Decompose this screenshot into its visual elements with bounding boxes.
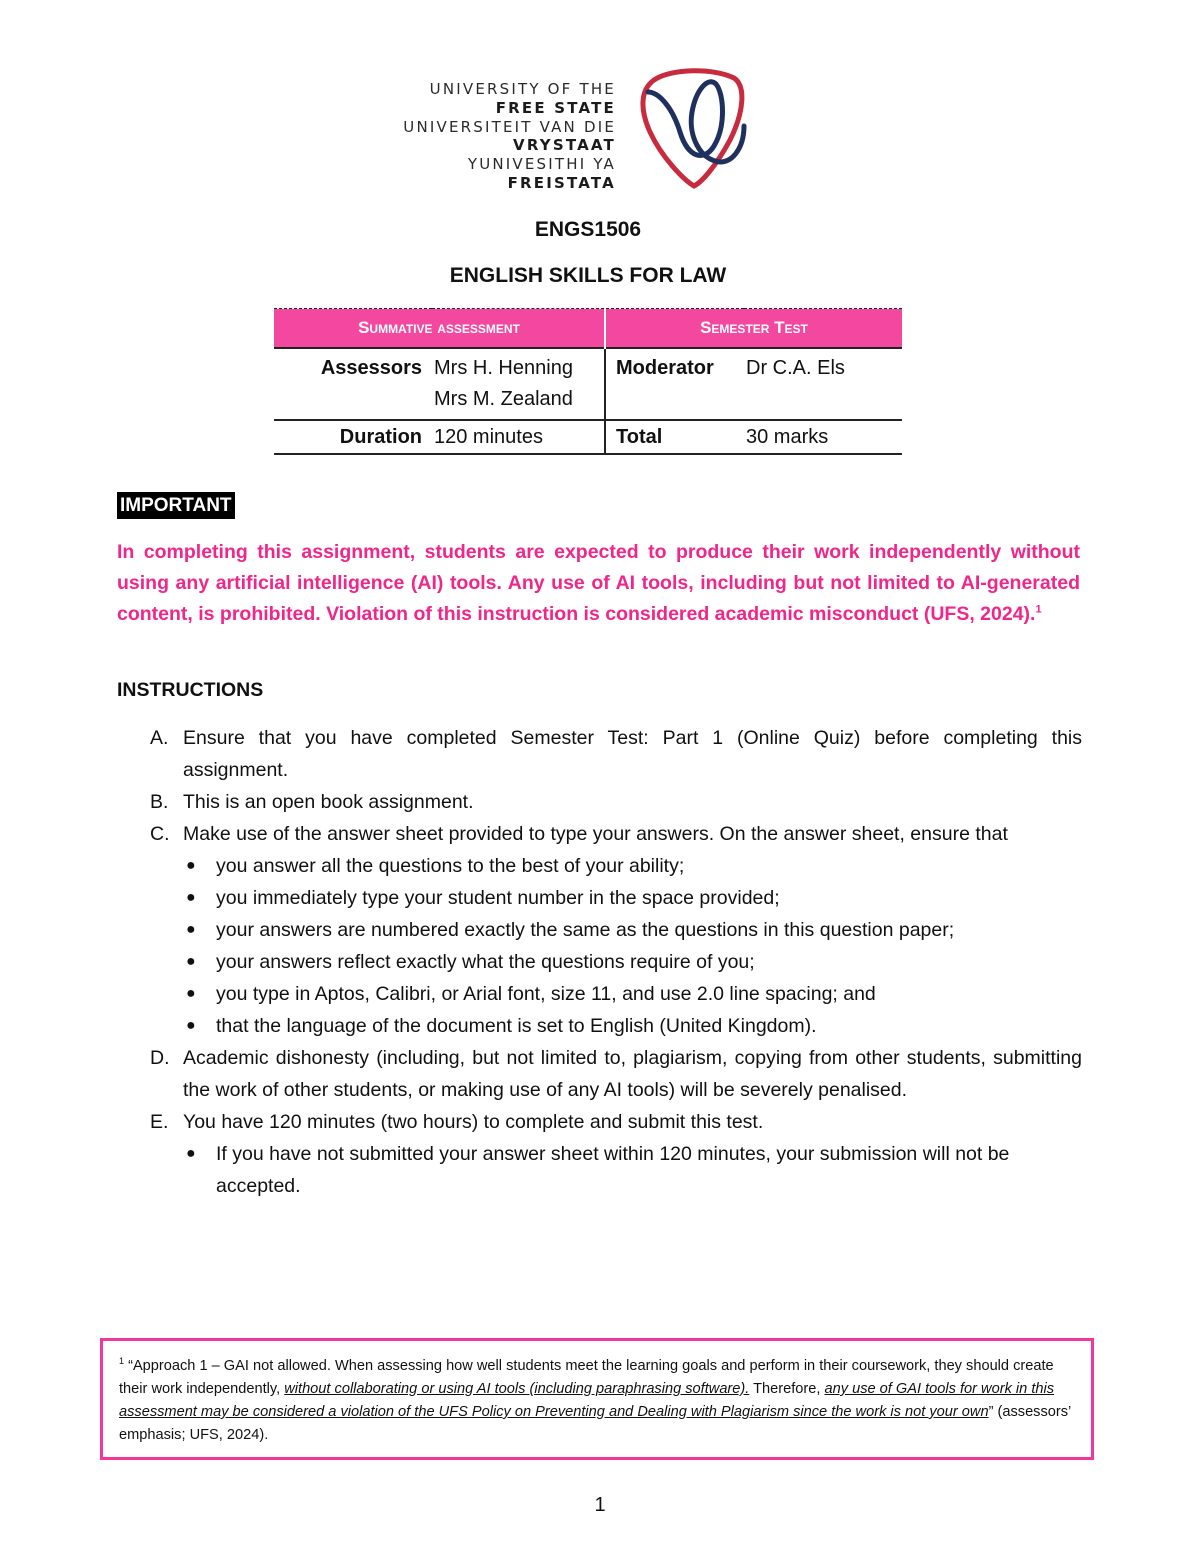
checklist-item (150, 914, 1082, 946)
instruction-marker: E. (150, 1111, 169, 1133)
footnote-emphasis-1: without collaborating or using AI tools (including paraphrasing software). (284, 1381, 750, 1397)
footnote-part-5: ” (assessors’ emphasis; UFS, 2024). (119, 1404, 1071, 1443)
bullet-icon: ● (186, 889, 196, 906)
logo-line-2: FREE STATE (495, 98, 616, 117)
instruction-item (150, 786, 1082, 818)
university-logo-icon (634, 66, 752, 190)
instruction-marker: B. (150, 791, 169, 813)
instruction-text: Make use of the answer sheet provided to type your answers. On the answer sheet, ensure that (183, 823, 1008, 845)
total-label: Total (605, 420, 744, 454)
assessor-2: Mrs M. Zealand (434, 388, 573, 410)
checklist-text: you answer all the questions to the best of your ability; (216, 855, 685, 877)
instruction-item (150, 722, 1082, 786)
checklist-text: you immediately type your student number in the space provided; (216, 887, 780, 909)
instruction-marker: C. (150, 823, 170, 845)
moderator-value: Dr C.A. Els (746, 357, 845, 379)
course-code: ENGS1506 (534, 218, 642, 241)
answer-sheet-checklist (150, 850, 1082, 1042)
instruction-text: This is an open book assignment. (183, 791, 474, 813)
page-number: 1 (594, 1494, 606, 1516)
assessors-value (432, 348, 605, 420)
semester-test-header: Semester Test (605, 309, 902, 349)
logo-line-3: UNIVERSITEIT VAN DIE (403, 117, 616, 136)
instruction-text: Academic dishonesty (including, but not limited to, plagiarism, copying from other students, submitting the work of other students, or making use of any AI tools) will be severely penalised. (183, 1047, 1082, 1101)
ai-prohibition-notice (117, 537, 1080, 631)
assessors-row (274, 348, 902, 420)
duration-label: Duration (339, 426, 422, 448)
checklist-item (150, 978, 1082, 1010)
footnote-emphasis-2: any use of GAI tools for work in this assessment may be considered a violation of the UFS Policy on Preventing and Dealing with Plagiarism since the work is not your own (119, 1381, 1055, 1420)
bullet-icon: ● (186, 985, 196, 1002)
summative-assessment-header: Summative assessment (274, 309, 605, 349)
assessment-table-header (274, 309, 902, 349)
footnote-part-3: Therefore, (749, 1381, 825, 1397)
instruction-subitems (150, 850, 1082, 1042)
instruction-text: Ensure that you have completed Semester Test: Part 1 (Online Quiz) before completing this assignment. (183, 727, 1082, 781)
instructions-title: INSTRUCTIONS (117, 679, 264, 701)
checklist-text: you type in Aptos, Calibri, or Arial font, size 11, and use 2.0 line spacing; and (216, 983, 876, 1005)
logo-line-1: UNIVERSITY OF THE (429, 80, 616, 98)
logo-line-5: YUNIVESITHI YA (467, 155, 616, 174)
instruction-item (150, 1042, 1082, 1106)
important-label: IMPORTANT (117, 492, 235, 519)
instruction-item (150, 1106, 1082, 1138)
submission-note-list (150, 1138, 1082, 1202)
assessment-info-table (274, 308, 902, 455)
duration-row (274, 420, 902, 454)
duration-value: 120 minutes (434, 426, 543, 448)
moderator-label: Moderator (605, 348, 744, 420)
bullet-icon: ● (186, 921, 196, 938)
instruction-marker: A. (150, 727, 169, 749)
footnote-part-1: “Approach 1 – GAI not allowed. When assessing how well students meet the learning goals and perform in their coursework, they should create their work independently, (119, 1358, 1054, 1397)
checklist-item (150, 882, 1082, 914)
bullet-icon: ● (186, 857, 196, 874)
course-name: ENGLISH SKILLS FOR LAW (449, 264, 727, 287)
checklist-text: your answers reflect exactly what the questions require of you; (216, 951, 755, 973)
checklist-item (150, 946, 1082, 978)
bullet-icon: ● (186, 953, 196, 970)
footnote-number: 1 (119, 1356, 125, 1367)
instruction-text: You have 120 minutes (two hours) to complete and submit this test. (183, 1111, 764, 1133)
bullet-icon: ● (186, 1145, 196, 1162)
instruction-item (150, 818, 1082, 850)
assessors-label: Assessors (320, 357, 422, 379)
instructions-list (150, 722, 1082, 1202)
total-value: 30 marks (746, 426, 829, 448)
checklist-item (150, 850, 1082, 882)
checklist-text: your answers are numbered exactly the same as the questions in this question paper; (216, 919, 955, 941)
bullet-icon: ● (186, 1017, 196, 1034)
assessor-1: Mrs H. Henning (434, 357, 573, 379)
notice-text: In completing this assignment, students are expected to produce their work independently without using any artificial intelligence (AI) tools. Any use of AI tools, including but not limited to AI-generated content, is prohibited. Violation of this instruction is considered academic misconduct (UFS, 2024). (117, 541, 1080, 626)
checklist-item (150, 1138, 1082, 1202)
logo-line-4: VRYSTAAT (513, 136, 616, 155)
footnote-ref: 1 (1035, 603, 1042, 616)
footnote-text (119, 1355, 1075, 1447)
instruction-subitems (150, 1138, 1082, 1202)
university-wordmark (380, 80, 616, 193)
logo-line-6: FREISTATA (507, 173, 616, 192)
footnote-box (100, 1338, 1094, 1460)
checklist-text: that the language of the document is set to English (United Kingdom). (216, 1015, 817, 1037)
instruction-marker: D. (150, 1047, 170, 1069)
checklist-item (150, 1010, 1082, 1042)
checklist-text: If you have not submitted your answer sheet within 120 minutes, your submission will not be accepted. (216, 1143, 1010, 1197)
